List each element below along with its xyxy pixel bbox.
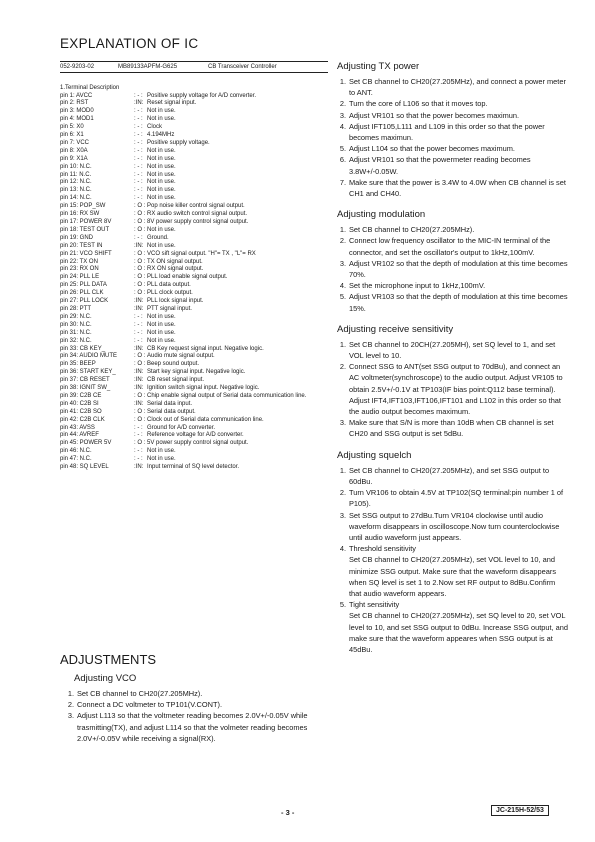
tx-section — [337, 61, 569, 199]
pin-desc: Serial data input. — [147, 400, 193, 407]
pin-name: pin 41: C2B SO — [60, 408, 102, 415]
pin-desc: 4.194MHz — [147, 132, 175, 139]
pin-io: : - : — [134, 171, 143, 178]
pin-io: :IN: — [134, 298, 144, 305]
sq-step — [337, 465, 569, 487]
pin-row — [60, 211, 328, 219]
pin-name: pin 46: N.C. — [60, 448, 92, 455]
pin-name: pin 11: N.C. — [60, 171, 92, 178]
pin-desc: Positive supply voltage. — [147, 139, 210, 146]
pin-row — [60, 456, 328, 464]
mod-steps — [337, 224, 569, 314]
pin-desc: VCO sift signal output. "H"= TX , "L"= RX — [147, 250, 256, 257]
pin-name: pin 12: N.C. — [60, 179, 92, 186]
pin-io: : - : — [134, 321, 143, 328]
tx-step — [337, 110, 569, 121]
vco-step — [60, 710, 330, 744]
step-number: 7. — [339, 177, 346, 187]
pin-desc: PLL lock signal input. — [147, 298, 204, 305]
pin-row — [60, 369, 328, 377]
pin-name: pin 15: POP_SW — [60, 203, 106, 210]
pin-name: pin 37: CB RESET — [60, 377, 110, 384]
step-number: 1. — [339, 465, 346, 475]
pin-row — [60, 306, 328, 314]
step-text: Set SSG output to 27dBu.Turn VR104 clockwise until audio waveform disappears in oscilloscope.Now turn counterclockwise until audio waveform just appears. — [349, 510, 560, 542]
pin-desc: PTT signal input. — [147, 305, 192, 312]
pin-row — [60, 298, 328, 306]
pin-io: : O : — [134, 203, 146, 210]
step-text: Make sure that the power is 3.4W to 4.0W when CB channel is set CH1 and CH40. — [349, 177, 566, 199]
step-text: Connect a DC voltmeter to TP101(V.CONT). — [77, 700, 222, 710]
pin-row — [60, 164, 328, 172]
pin-desc: CB reset signal input. — [147, 377, 205, 384]
sq-step — [337, 543, 569, 554]
pin-name: pin 24: PLL LE — [60, 274, 100, 281]
rx-steps — [337, 339, 569, 440]
step-number: 3. — [339, 110, 346, 120]
pin-desc: Not in use. — [147, 226, 176, 233]
rx-step — [337, 361, 569, 417]
pin-io: : - : — [134, 139, 143, 146]
pin-desc: Not in use. — [147, 147, 176, 154]
pin-name: pin 39: C2B CE — [60, 392, 102, 399]
step-text: Adjust IFT105,L111 and L109 in this order so that the power becomes maximun. — [349, 121, 545, 143]
tx-step — [337, 143, 569, 154]
step-number: 3. — [67, 711, 74, 721]
pin-desc: RX ON signal output. — [147, 266, 204, 273]
pin-row — [60, 338, 328, 346]
pin-desc: Not in use. — [147, 337, 176, 344]
pin-io: :IN: — [134, 345, 144, 352]
pin-row — [60, 330, 328, 338]
adjustments-title: ADJUSTMENTS — [60, 652, 157, 667]
pin-name: pin 17: POWER 8V — [60, 219, 112, 225]
pin-name: pin 19: GND — [60, 234, 94, 241]
pin-io: : - : — [134, 337, 143, 344]
tx-step — [337, 76, 569, 98]
pin-row — [60, 140, 328, 148]
pin-name: pin 42: C2B CLK — [60, 416, 105, 423]
chip-part-number: 052-9203-02 — [60, 64, 95, 70]
pin-desc: Not in use. — [147, 456, 176, 463]
pin-name: pin 31: N.C. — [60, 329, 92, 336]
pin-name: pin 21: VCO SHIFT — [60, 250, 112, 257]
step-text: Connect SSG to ANT(set SSG output to 70dBu), and connect an AC voltmeter(synchroscope) to the audio output. Adjust VR105 to obtain 2.5V+/-0.1V at TP103(IF bias point:Q112 base terminal). Adjust IFT4,IFT103,IFT106,IFT101 and L102 in this order so that the audio output becomes maximum. — [349, 362, 563, 417]
step-number: 3. — [339, 418, 346, 428]
pin-name: pin 30: N.C. — [60, 321, 92, 328]
vco-steps — [60, 688, 330, 744]
pin-row — [60, 314, 328, 322]
pin-io: : - : — [134, 163, 143, 170]
pin-io: : - : — [134, 124, 143, 131]
pin-name: pin 20: TEST IN — [60, 242, 103, 249]
pin-io: : - : — [134, 448, 143, 455]
pin-name: pin 16: RX SW — [60, 211, 100, 218]
pin-io: : - : — [134, 329, 143, 336]
step-text: Connect low frequency oscillator to the MIC-IN terminal of the connector, and set the oscillator's output to 1kHz,100mV. — [349, 236, 551, 257]
pin-name: pin 2: RST — [60, 100, 89, 107]
step-text: Adjust L113 so that the voltmeter reading becomes 2.0V+/-0.05V while trasmitting(TX), and adjust L114 so that the volmeter reading becomes 2.0V+/-0.05V while receiving a signal(RX). — [77, 711, 308, 743]
pin-io: : - : — [134, 456, 143, 463]
pin-io: : - : — [134, 424, 143, 431]
step-text: Adjust VR102 so that the depth of modulation at this time becomes 70%. — [349, 258, 568, 280]
pin-name: pin 48: SQ LEVEL — [60, 464, 109, 471]
pin-io: : O : — [134, 290, 146, 297]
step-text: Adjust VR101 so that the powermeter reading becomes 3.8W+/-0.05W. — [349, 155, 531, 176]
terminal-description-title: 1.Terminal Description — [60, 85, 120, 91]
mod-step — [337, 258, 569, 280]
threshold-text: Set CB channel to CH20(27.205MHz), set VOL level to 10, and minimize SSG output. Make sure that the waveform disappears when SQ level is set 1 to 2.Now set RF output to 8dBu.Confirm that audio waveform appears. — [349, 555, 557, 598]
pin-io: : - : — [134, 92, 143, 99]
pin-io: : O : — [134, 408, 146, 415]
tx-step — [337, 177, 569, 199]
pin-table — [60, 93, 328, 473]
pin-desc: PLL load enable signal output. — [147, 274, 228, 281]
pin-name: pin 10: N.C. — [60, 163, 92, 170]
pin-io: : O : — [134, 211, 146, 218]
pin-row — [60, 401, 328, 409]
pin-io: :IN: — [134, 100, 144, 107]
pin-desc: Not in use. — [147, 116, 176, 123]
pin-row — [60, 156, 328, 164]
pin-desc: Not in use. — [147, 448, 176, 455]
tx-step — [337, 98, 569, 109]
tx-steps — [337, 76, 569, 199]
pin-name: pin 7: VCC — [60, 139, 90, 146]
chip-description: CB Transceiver Controller — [208, 64, 277, 70]
step-number: 5. — [339, 600, 346, 610]
pin-name: pin 8: X0A — [60, 147, 88, 154]
right-column — [337, 61, 569, 665]
pin-io: : - : — [134, 195, 143, 202]
tight-text: Set CB channel to CH20(27.205MHz), set SQ level to 20, set VOL level to 10, and set SSG output to 0dBu. Increase SSG output, and make sure that the waveform appeares when SSG output is at 45dBu. — [349, 611, 568, 654]
step-text: Threshold sensitivity — [349, 544, 416, 554]
pin-io: : - : — [134, 116, 143, 123]
step-number: 5. — [339, 292, 346, 302]
step-number: 4. — [339, 544, 346, 554]
pin-name: pin 36: START KEY_ — [60, 369, 116, 376]
pin-row — [60, 227, 328, 235]
chip-header — [60, 61, 328, 73]
pin-name: pin 18: TEST OUT — [60, 226, 110, 233]
pin-desc: Not in use. — [147, 155, 176, 162]
pin-desc: 8V power supply control signal output. — [147, 219, 249, 225]
pin-io: : O : — [134, 250, 146, 257]
step-text: Adjust VR101 so that the power becomes maximun. — [349, 110, 520, 120]
pin-io: :IN: — [134, 377, 144, 384]
pin-desc: Reset signal input. — [147, 100, 197, 107]
sq-step — [337, 599, 569, 610]
pin-io: : - : — [134, 132, 143, 139]
pin-row — [60, 132, 328, 140]
pin-name: pin 25: PLL DATA — [60, 282, 107, 289]
mod-title: Adjusting modulation — [337, 209, 426, 221]
pin-desc: RX audio switch control signal output. — [147, 211, 248, 218]
pin-desc: Not in use. — [147, 329, 176, 336]
step-text: Set the microphone input to 1kHz,100mV. — [349, 281, 486, 291]
pin-name: pin 29: N.C. — [60, 313, 92, 320]
pin-row — [60, 266, 328, 274]
pin-desc: Positive supply voltage for A/D converter. — [147, 92, 257, 99]
step-text: Adjust L104 so that the power becomes maximum. — [349, 144, 515, 154]
pin-io: : O : — [134, 282, 146, 289]
pin-io: :IN: — [134, 305, 144, 312]
pin-row — [60, 417, 328, 425]
pin-io: : O : — [134, 266, 146, 273]
pin-io: :IN: — [134, 385, 144, 392]
pin-row — [60, 409, 328, 417]
pin-name: pin 43: AVSS — [60, 424, 95, 431]
pin-io: : O : — [134, 226, 146, 233]
pin-row — [60, 282, 328, 290]
pin-desc: PLL data output. — [147, 282, 191, 289]
pin-row — [60, 432, 328, 440]
pin-io: : O : — [134, 219, 146, 225]
pin-row — [60, 464, 328, 472]
step-number: 4. — [339, 281, 346, 291]
pin-name: pin 6: X1 — [60, 132, 84, 139]
pin-row — [60, 440, 328, 448]
step-number: 1. — [67, 689, 74, 698]
pin-desc: Input terminal of SQ level detector. — [147, 464, 240, 471]
mod-step — [337, 280, 569, 291]
rx-section — [337, 324, 569, 440]
pin-name: pin 13: N.C. — [60, 187, 92, 194]
step-text: Tight sensitivity — [349, 600, 400, 610]
step-number: 2. — [339, 488, 346, 498]
pin-name: pin 23: RX ON — [60, 266, 99, 273]
pin-desc: PLL clock output. — [147, 290, 193, 297]
pin-name: pin 33: CB KEY_ — [60, 345, 106, 352]
pin-row — [60, 148, 328, 156]
pin-desc: Not in use. — [147, 171, 176, 178]
pin-desc: Start key signal input. Negative logic. — [147, 369, 246, 376]
tx-step — [337, 154, 569, 176]
tx-title: Adjusting TX power — [337, 61, 420, 72]
pin-row — [60, 377, 328, 385]
pin-desc: Not in use. — [147, 163, 176, 170]
chip-model: MB89133APFM-G625 — [118, 64, 178, 70]
pin-row — [60, 393, 328, 401]
pin-row — [60, 385, 328, 393]
pin-name: pin 14: N.C. — [60, 195, 92, 202]
rx-step — [337, 339, 569, 361]
pin-io: : - : — [134, 179, 143, 186]
pin-name: pin 32: N.C. — [60, 337, 92, 344]
pin-row — [60, 448, 328, 456]
pin-io: : O : — [134, 392, 146, 399]
step-text: Set CB channel to CH20(27.205MHz), and connect a power meter to ANT. — [349, 77, 566, 98]
pin-name: pin 9: X1A — [60, 155, 88, 162]
pin-io: : - : — [134, 187, 143, 194]
pin-desc: Not in use. — [147, 195, 176, 202]
pin-row — [60, 361, 328, 369]
page-title: EXPLANATION OF IC — [60, 36, 199, 51]
sq-step — [337, 487, 569, 509]
vco-step — [60, 688, 330, 699]
step-number: 2. — [339, 99, 346, 109]
step-number: 2. — [339, 236, 346, 246]
pin-row — [60, 346, 328, 354]
rx-step — [337, 417, 569, 439]
pin-row — [60, 274, 328, 282]
pin-row — [60, 203, 328, 211]
pin-row — [60, 93, 328, 101]
pin-desc: Audio mute signal output. — [147, 353, 215, 360]
pin-io: : O : — [134, 258, 146, 265]
pin-io: :IN: — [134, 464, 144, 471]
step-number: 6. — [339, 155, 346, 165]
step-number: 3. — [339, 258, 346, 268]
pin-name: pin 27: PLL LOCK — [60, 298, 109, 305]
pin-name: pin 5: X0 — [60, 124, 84, 131]
pin-row — [60, 425, 328, 433]
step-text: Make sure that S/N is more than 10dB when CB channel is set CH20 and SSG output is set 5dBu. — [349, 418, 554, 439]
mod-step — [337, 235, 569, 257]
step-text: Set CB channel to CH20(27.205MHz). — [349, 225, 475, 235]
step-number: 2. — [339, 362, 346, 372]
page-number: - 3 - — [281, 808, 295, 817]
pin-io: : O : — [134, 361, 146, 368]
document-code: JC-215H-52/53 — [491, 805, 549, 816]
pin-name: pin 35: BEEP — [60, 361, 96, 368]
pin-row — [60, 322, 328, 330]
step-text: Set CB channel to 20CH(27.205MH), set SQ level to 1, and set VOL level to 10. — [349, 339, 556, 361]
pin-name: pin 45: POWER 5V — [60, 440, 112, 447]
step-number: 3. — [339, 510, 346, 520]
mod-step — [337, 224, 569, 235]
pin-row — [60, 108, 328, 116]
pin-io: : - : — [134, 432, 143, 439]
step-number: 1. — [339, 77, 346, 86]
pin-row — [60, 219, 328, 227]
step-text: Turn VR106 to obtain 4.5V at TP102(SQ terminal:pin number 1 of P105). — [349, 488, 564, 509]
pin-row — [60, 124, 328, 132]
left-column — [60, 36, 328, 472]
pin-desc: Clock — [147, 124, 163, 131]
pin-name: pin 1: AVCC — [60, 92, 93, 99]
pin-io: : - : — [134, 108, 143, 115]
pin-io: : - : — [134, 313, 143, 320]
vco-title: Adjusting VCO — [74, 673, 137, 684]
sq-steps — [337, 465, 569, 655]
pin-row — [60, 172, 328, 180]
pin-row — [60, 187, 328, 195]
vco-step — [60, 699, 330, 710]
pin-desc: Ignition switch signal input. Negative logic. — [147, 385, 260, 392]
pin-desc: CB Key request signal input. Negative logic. — [147, 345, 264, 352]
pin-desc: Ground for A/D converter. — [147, 424, 216, 431]
pin-row — [60, 353, 328, 361]
pin-row — [60, 100, 328, 108]
pin-io: : - : — [134, 155, 143, 162]
pin-row — [60, 259, 328, 267]
pin-name: pin 28: PTT — [60, 305, 92, 312]
step-text: Turn the core of L106 so that it moves top. — [349, 99, 488, 109]
pin-io: : O : — [134, 440, 146, 447]
step-number: 1. — [339, 225, 346, 235]
pin-desc: Serial data output. — [147, 408, 196, 415]
pin-row — [60, 290, 328, 298]
mod-section — [337, 209, 569, 314]
step-text: Set CB channel to CH20(27.205MHz). — [77, 689, 203, 698]
pin-io: :IN: — [134, 400, 144, 407]
pin-io: : - : — [134, 147, 143, 154]
step-text: Set CB channel to CH20(27.205MHz), and set SSG output to 60dBu. — [349, 465, 550, 486]
pin-row — [60, 235, 328, 243]
pin-name: pin 22: TX ON — [60, 258, 98, 265]
pin-name: pin 26: PLL CLK — [60, 290, 104, 297]
step-text: Adjust VR103 so that the depth of modulation at this time becomes 15%. — [349, 292, 568, 313]
pin-desc: Beep sound output. — [147, 361, 200, 368]
step-number: 5. — [339, 144, 346, 154]
pin-desc: Not in use. — [147, 242, 176, 249]
pin-name: pin 3: MOD0 — [60, 108, 94, 115]
pin-desc: Not in use. — [147, 179, 176, 186]
mod-step — [337, 291, 569, 313]
pin-row — [60, 116, 328, 124]
step-number: 2. — [67, 700, 74, 710]
pin-row — [60, 195, 328, 203]
pin-io: :IN: — [134, 242, 144, 249]
pin-name: pin 40: C2B SI — [60, 400, 99, 407]
pin-name: pin 4: MOD1 — [60, 116, 94, 123]
pin-desc: Ground. — [147, 234, 169, 241]
rx-title: Adjusting receive sensitivity — [337, 323, 454, 335]
pin-name: pin 44: AVREF — [60, 432, 99, 439]
pin-name: pin 34: AUDIO MUTE — [60, 353, 118, 360]
pin-desc: Reference voltage for A/D converter. — [147, 432, 244, 439]
pin-desc: Not in use. — [147, 108, 176, 115]
sq-title: Adjusting squelch — [337, 449, 412, 461]
step-number: 1. — [339, 339, 346, 349]
pin-io: : O : — [134, 274, 146, 281]
pin-desc: Not in use. — [147, 187, 176, 194]
pin-io: :IN: — [134, 369, 144, 376]
sq-step — [337, 510, 569, 544]
pin-io: : O : — [134, 416, 146, 423]
pin-desc: Chip enable signal output of Serial data communication line. — [147, 392, 307, 399]
sq-section — [337, 450, 569, 655]
pin-desc: Not in use. — [147, 313, 176, 320]
pin-row — [60, 243, 328, 251]
pin-desc: 5V power supply control signal output. — [147, 440, 249, 447]
pin-row — [60, 251, 328, 259]
pin-desc: Pop noise killer control signal output. — [147, 203, 245, 210]
step-number: 4. — [339, 121, 346, 131]
pin-name: pin 47: N.C. — [60, 456, 92, 463]
pin-desc: Not in use. — [147, 321, 176, 328]
pin-desc: TX ON signal output. — [147, 258, 203, 265]
pin-desc: Clock out of Serial data communication line. — [147, 416, 264, 423]
pin-io: : O : — [134, 353, 146, 360]
pin-name: pin 38: IGNIT SW_ — [60, 385, 111, 392]
pin-row — [60, 179, 328, 187]
pin-io: : - : — [134, 234, 143, 241]
tx-step — [337, 121, 569, 143]
vco-section — [60, 673, 330, 744]
